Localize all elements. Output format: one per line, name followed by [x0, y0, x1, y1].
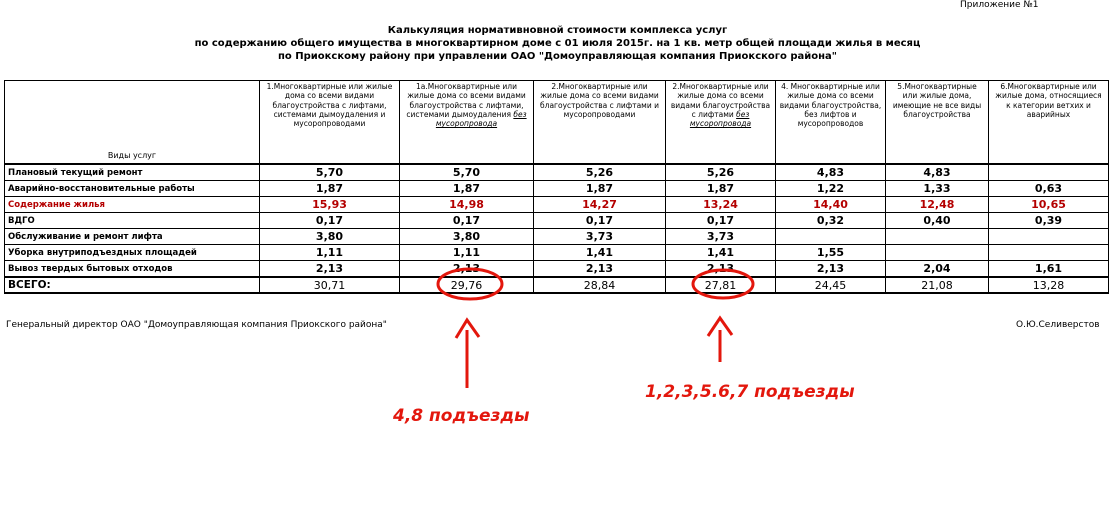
table-cell: 14,40 — [776, 197, 886, 213]
arrow-right — [708, 318, 732, 362]
table-cell: 14,98 — [400, 197, 534, 213]
total-cell: 21,08 — [886, 277, 989, 293]
row-label: Вывоз твердых бытовых отходов — [5, 261, 260, 278]
table-cell: 2,13 — [400, 261, 534, 278]
table-cell: 5,26 — [534, 164, 666, 181]
table-cell: 0,17 — [666, 213, 776, 229]
header-col-6-text: 6.Многоквартирные или жилые дома, относящиеся к категории ветхих и аварийных — [995, 82, 1102, 119]
table-cell: 2,04 — [886, 261, 989, 278]
table-cell: 1,11 — [260, 245, 400, 261]
table-cell: 2,13 — [260, 261, 400, 278]
title-line-3: по Приокскому району при управлении ОАО "Домоуправляющая компания Приокского района" — [277, 51, 838, 62]
highlight-ellipse-right — [693, 270, 753, 298]
table-cell: 1,41 — [534, 245, 666, 261]
highlight-ellipse-left — [438, 269, 502, 299]
table-cell: 5,70 — [400, 164, 534, 181]
header-col-1-text: 1.Многоквартирные или жилые дома со всеми видами благоустройства с лифтами, системами дымоудаления и мусоропроводами — [266, 82, 393, 129]
title-line-1: Калькуляция нормативновной стоимости комплекса услуг — [387, 25, 728, 36]
table-cell: 4,83 — [886, 164, 989, 181]
table-cell: 0,17 — [260, 213, 400, 229]
row-label: Плановый текущий ремонт — [5, 164, 260, 181]
total-cell: 29,76 — [400, 277, 534, 293]
table-cell: 1,87 — [666, 181, 776, 197]
header-service-type: Виды услуг — [5, 81, 260, 165]
table-cell: 13,24 — [666, 197, 776, 213]
table-cell: 2,13 — [776, 261, 886, 278]
table-cell: 15,93 — [260, 197, 400, 213]
row-label: Аварийно-восстановительные работы — [5, 181, 260, 197]
total-cell: 24,45 — [776, 277, 886, 293]
table-cell: 0,17 — [534, 213, 666, 229]
header-col-2-text: 2.Многоквартирные или жилые дома со всеми видами благоустройства с лифтами и мусоропроводами — [540, 82, 659, 119]
row-label: Содержание жилья — [5, 197, 260, 213]
table-cell: 1,11 — [400, 245, 534, 261]
row-label: Обслуживание и ремонт лифта — [5, 229, 260, 245]
table-cell: 1,87 — [260, 181, 400, 197]
table-cell: 1,55 — [776, 245, 886, 261]
table-cell: 0,32 — [776, 213, 886, 229]
table-cell: 0,17 — [400, 213, 534, 229]
table-cell: 5,70 — [260, 164, 400, 181]
annotation-right-label: 1,2,3,5.6,7 подъезды — [645, 382, 855, 402]
header-col-2b-text: 2.Многоквартирные или жилые дома со всеми видами благоустройства с лифтами — [670, 82, 771, 119]
table-cell: 0,39 — [989, 213, 1109, 229]
table-cell: 3,73 — [666, 229, 776, 245]
table-cell: 2,13 — [534, 261, 666, 278]
table-cell: 1,87 — [534, 181, 666, 197]
table-cell: 12,48 — [886, 197, 989, 213]
table-cell: 10,65 — [989, 197, 1109, 213]
table-cell: 5,26 — [666, 164, 776, 181]
total-cell: 30,71 — [260, 277, 400, 293]
table-cell: 1,41 — [666, 245, 776, 261]
total-cell: 27,81 — [666, 277, 776, 293]
header-col-2b-underlined: без мусоропровода — [689, 109, 752, 129]
table-cell: 1,33 — [886, 181, 989, 197]
header-col-5-text: 5.Многоквартирные или жилые дома, имеющие не все виды благоустройства — [892, 82, 982, 119]
table-cell: 4,83 — [776, 164, 886, 181]
header-col-1a-text: 1а.Многоквартирные или жилые дома со всеми видами благоустройства с лифтами, системами дымоудаления — [406, 82, 526, 119]
arrow-left — [456, 320, 479, 388]
appendix-label: Приложение №1 — [960, 0, 1039, 10]
table-cell: 1,22 — [776, 181, 886, 197]
row-label: Уборка внутриподъездных площадей — [5, 245, 260, 261]
total-cell: 13,28 — [989, 277, 1109, 293]
header-col-1a-underlined: без мусоропровода — [435, 109, 527, 129]
signer-name: О.Ю.Селиверстов — [1016, 320, 1100, 330]
total-label: ВСЕГО: — [5, 277, 260, 293]
table-cell: 3,73 — [534, 229, 666, 245]
director-signature-line: Генеральный директор ОАО "Домоуправляющая компания Приокского района" — [6, 320, 387, 330]
table-cell: 1,61 — [989, 261, 1109, 278]
table-cell: 0,40 — [886, 213, 989, 229]
annotation-left-label: 4,8 подъезды — [393, 406, 530, 426]
table-cell: 3,80 — [400, 229, 534, 245]
header-col-4-text: 4. Многоквартирные или жилые дома со всеми видами благоустройства, без лифтов и мусоропроводов — [779, 82, 882, 129]
table-cell: 3,80 — [260, 229, 400, 245]
title-line-2: по содержанию общего имущества в многоквартирном доме с 01 июля 2015г. на 1 кв. метр общей площади жилья в месяц — [194, 38, 921, 49]
table-cell: 2,13 — [666, 261, 776, 278]
row-label: ВДГО — [5, 213, 260, 229]
table-cell: 0,63 — [989, 181, 1109, 197]
table-cell: 14,27 — [534, 197, 666, 213]
table-cell: 1,87 — [400, 181, 534, 197]
total-cell: 28,84 — [534, 277, 666, 293]
